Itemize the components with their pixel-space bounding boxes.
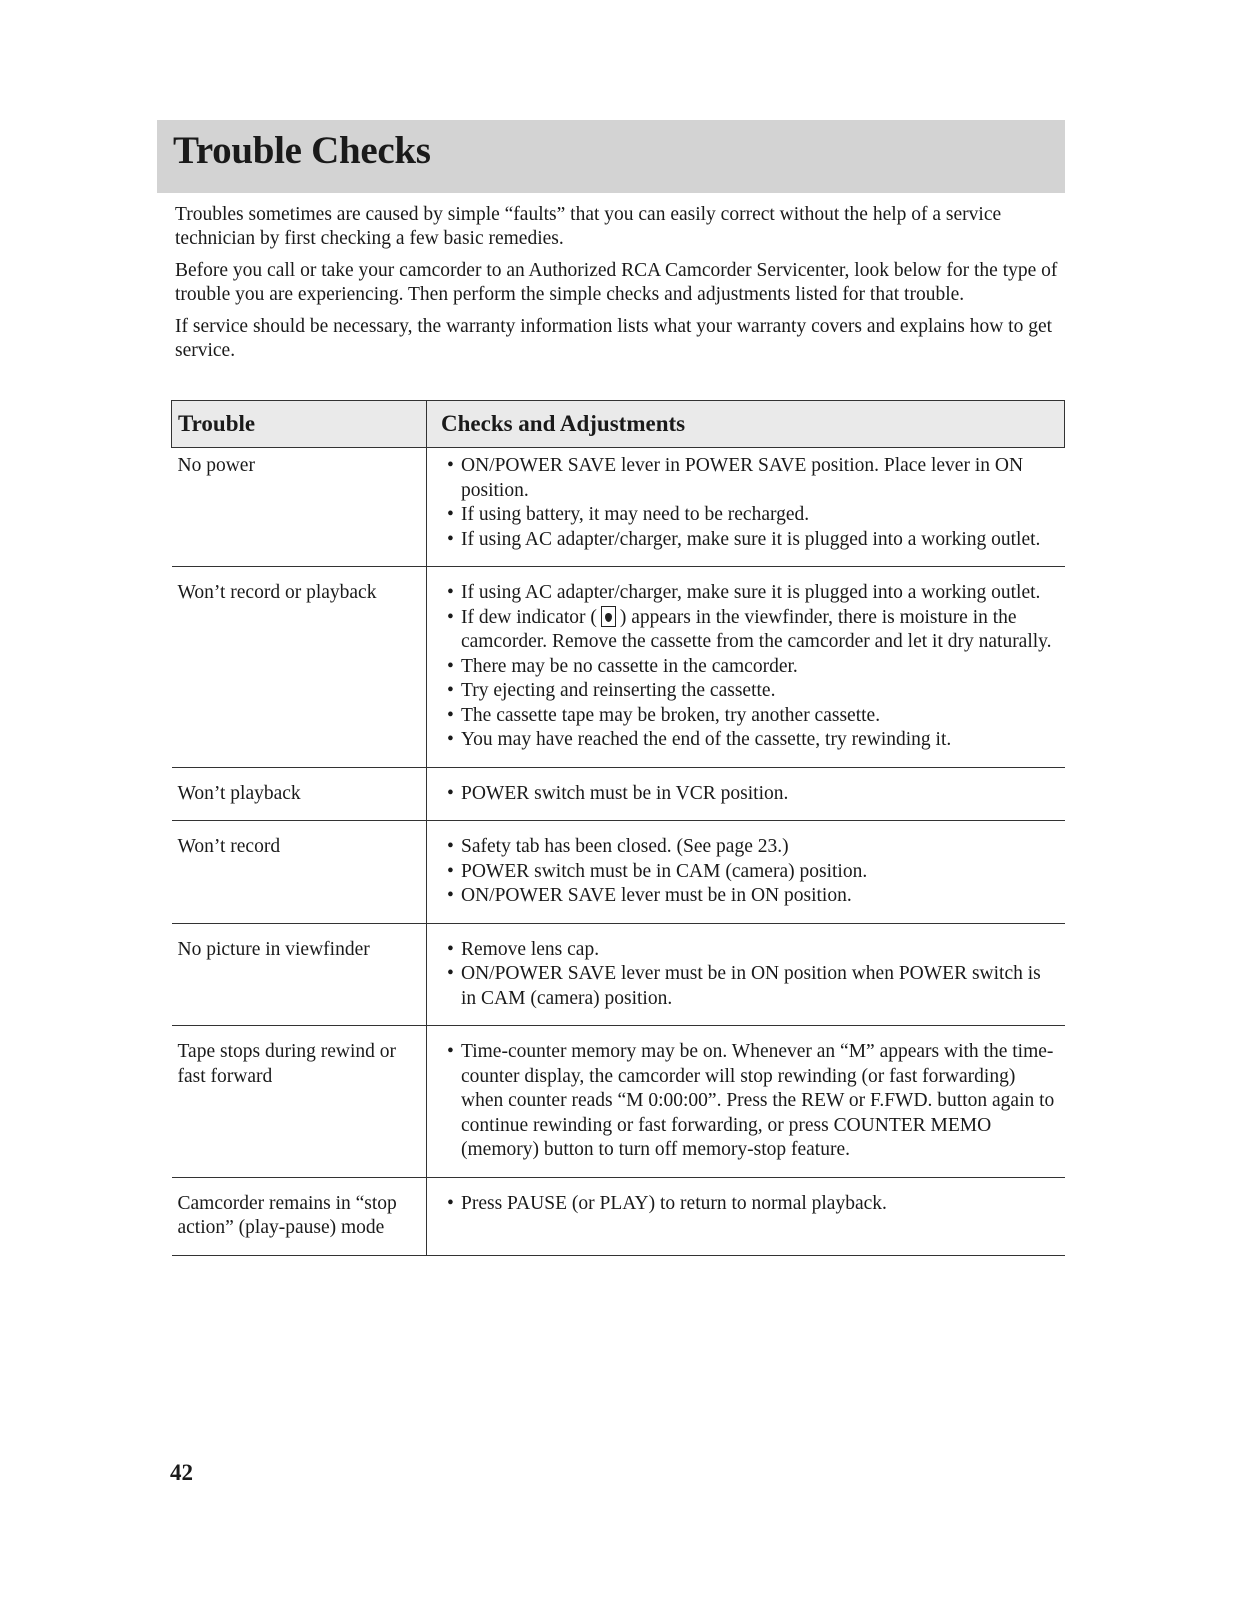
intro-paragraph: Troubles sometimes are caused by simple “faults” that you can easily correct without the help of a service technician by first checking a few basic remedies. <box>175 204 1002 249</box>
check-item <box>447 606 1059 655</box>
table-row <box>172 1026 1065 1178</box>
table-row <box>172 448 1065 567</box>
checks-cell <box>427 448 1065 567</box>
trouble-cell: Camcorder remains in “stop action” (play-pause) mode <box>172 1177 427 1255</box>
check-item: • You may have reached the end of the cassette, try rewinding it. <box>447 728 1059 753</box>
checks-cell <box>427 1026 1065 1178</box>
checks-list <box>447 835 1059 909</box>
checks-cell <box>427 1177 1065 1255</box>
trouble-cell: Won’t playback <box>172 767 427 821</box>
check-item: • ON/POWER SAVE lever must be in ON position when POWER switch is in CAM (camera) position. <box>447 962 1059 1011</box>
page-title: Trouble Checks <box>173 129 431 172</box>
check-item: • If using AC adapter/charger, make sure it is plugged into a working outlet. <box>447 581 1059 606</box>
header-checks: Checks and Adjustments <box>427 401 1065 448</box>
table-row <box>172 567 1065 768</box>
dew-indicator-icon <box>601 606 616 627</box>
checks-cell <box>427 923 1065 1026</box>
checks-list <box>447 1040 1059 1163</box>
check-item: • Time-counter memory may be on. Whenever an “M” appears with the time-counter display, the camcorder will stop rewinding (or fast forwarding) when counter reads “M 0:00:00”. Press the REW or F.FWD. button again to continue rewinding or fast forwarding, or press COUNTER MEMO (memory) button to turn off memory-stop feature. <box>447 1040 1059 1163</box>
table-row <box>172 1177 1065 1255</box>
check-item: • There may be no cassette in the camcorder. <box>447 655 1059 680</box>
title-bar <box>157 120 1065 193</box>
intro-paragraph: Before you call or take your camcorder to an Authorized RCA Camcorder Servicenter, look below for the type of trouble you are experiencing. Then perform the simple checks and adjustments listed for that trouble. <box>175 260 1058 305</box>
checks-cell <box>427 567 1065 768</box>
check-item: • ON/POWER SAVE lever must be in ON position. <box>447 884 1059 909</box>
check-item: • POWER switch must be in VCR position. <box>447 782 1059 807</box>
checks-list <box>447 782 1059 807</box>
check-item-text: If dew indicator ( <box>461 606 597 628</box>
check-item: • If using battery, it may need to be recharged. <box>447 503 1059 528</box>
checks-list <box>447 454 1059 552</box>
check-item: • If using AC adapter/charger, make sure it is plugged into a working outlet. <box>447 528 1059 553</box>
intro-section <box>175 203 1065 371</box>
checks-cell <box>427 767 1065 821</box>
checks-list <box>447 581 1059 753</box>
check-item: • Safety tab has been closed. (See page 23.) <box>447 835 1059 860</box>
trouble-cell: No power <box>172 448 427 567</box>
trouble-table <box>171 400 1065 1256</box>
intro-paragraph: If service should be necessary, the warranty information lists what your warranty covers and explains how to get service. <box>175 316 1053 361</box>
checks-list <box>447 938 1059 1012</box>
trouble-cell: No picture in viewfinder <box>172 923 427 1026</box>
table-row <box>172 923 1065 1026</box>
check-item: • POWER switch must be in CAM (camera) position. <box>447 860 1059 885</box>
check-item: • ON/POWER SAVE lever in POWER SAVE position. Place lever in ON position. <box>447 454 1059 503</box>
trouble-cell: Won’t record or playback <box>172 567 427 768</box>
table-row <box>172 821 1065 924</box>
checks-list <box>447 1192 1059 1217</box>
table-row <box>172 767 1065 821</box>
trouble-table-container <box>171 400 1065 1256</box>
trouble-cell: Won’t record <box>172 821 427 924</box>
check-item: • Remove lens cap. <box>447 938 1059 963</box>
trouble-cell: Tape stops during rewind or fast forward <box>172 1026 427 1178</box>
check-item: • Press PAUSE (or PLAY) to return to normal playback. <box>447 1192 1059 1217</box>
table-header-row <box>172 401 1065 448</box>
checks-cell <box>427 821 1065 924</box>
check-item: • The cassette tape may be broken, try another cassette. <box>447 704 1059 729</box>
page-number: 42 <box>170 1460 193 1485</box>
check-item-text: ) appears in the viewfinder, there is moisture in the camcorder. Remove the cassette from the camcorder and let it dry naturally. <box>461 606 1052 652</box>
header-trouble: Trouble <box>172 401 427 448</box>
check-item: • Try ejecting and reinserting the cassette. <box>447 679 1059 704</box>
